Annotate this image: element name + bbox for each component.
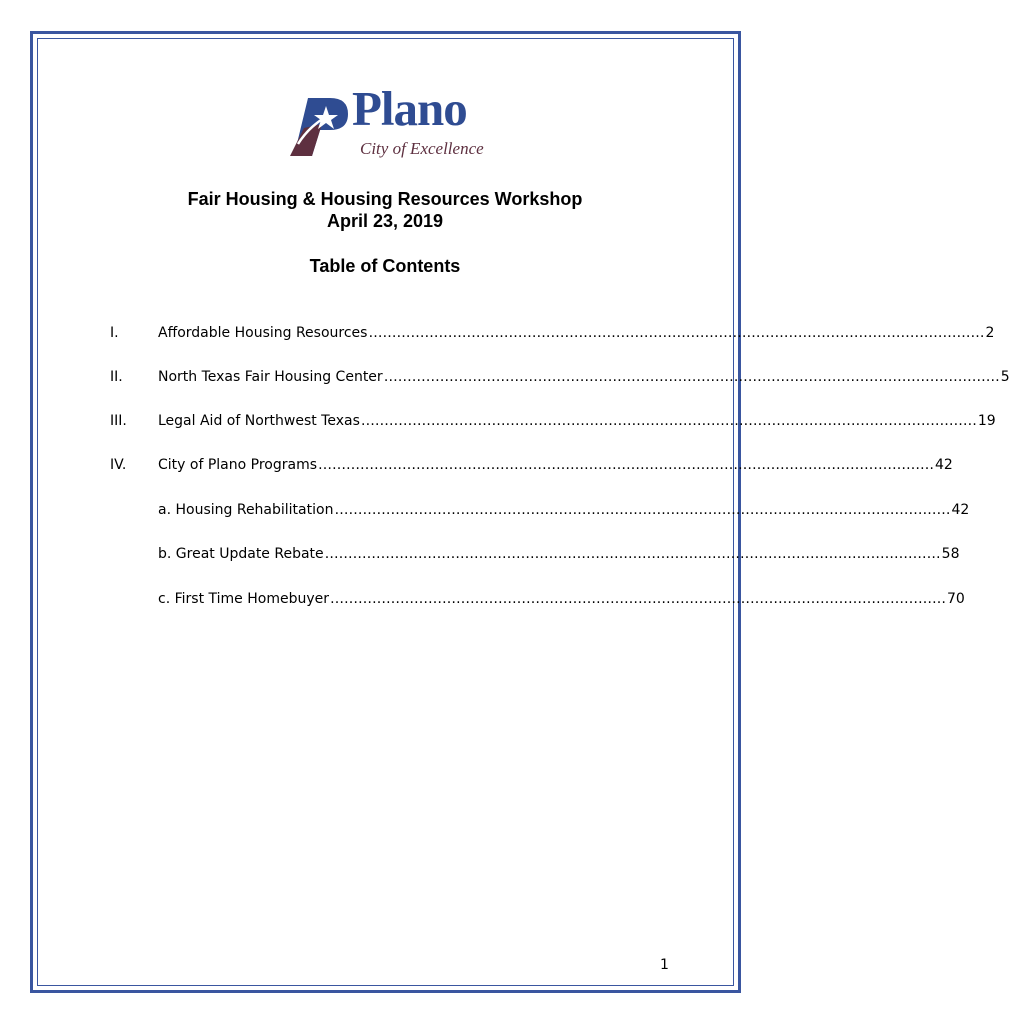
toc-item-label: Affordable Housing Resources [158, 325, 368, 341]
toc-heading: Table of Contents [309, 256, 461, 276]
toc-item-label: North Texas Fair Housing Center [158, 369, 383, 385]
toc-leader-dots: …………………………………………………………………………………………………………………… [368, 325, 985, 341]
plano-star-p-icon [290, 94, 352, 158]
toc-item-label: c. First Time Homebuyer [158, 591, 329, 607]
page-number: 1 [660, 957, 669, 973]
toc-leader-dots: …………………………………………………………………………………………………………………… [360, 413, 977, 429]
toc-item-page: 5 [1000, 369, 1010, 385]
toc-item-label: a. Housing Rehabilitation [158, 502, 334, 518]
toc-item-page: 2 [985, 325, 995, 341]
toc-subitem-c[interactable] [158, 591, 965, 611]
toc-item-number: IV. [110, 457, 127, 473]
toc-item-number: II. [110, 369, 123, 385]
toc-item-page: 58 [941, 546, 960, 562]
logo-tagline: City of Excellence [360, 139, 484, 158]
toc-item-3[interactable] [110, 413, 996, 433]
toc-item-page: 70 [946, 591, 965, 607]
toc-subitem-a[interactable] [158, 502, 970, 522]
toc-item-page: 42 [951, 502, 970, 518]
toc-leader-dots: …………………………………………………………………………………………………………………… [383, 369, 1000, 385]
toc-subitem-b[interactable] [158, 546, 960, 566]
toc-leader-dots: …………………………………………………………………………………………………………………… [334, 502, 951, 518]
toc-item-number: I. [110, 325, 119, 341]
toc-item-2[interactable] [110, 369, 1010, 389]
document-title: Fair Housing & Housing Resources Workshop [187, 189, 583, 209]
toc-item-4[interactable] [110, 457, 953, 477]
toc-item-label: b. Great Update Rebate [158, 546, 324, 562]
document-date: April 23, 2019 [326, 211, 444, 231]
logo-wordmark: Plano [352, 81, 467, 136]
toc-item-page: 42 [935, 457, 953, 473]
toc-item-page: 19 [977, 413, 996, 429]
toc-item-number: III. [110, 413, 127, 429]
toc-item-1[interactable] [110, 325, 995, 345]
toc-leader-dots: …………………………………………………………………………………………………………………… [324, 546, 941, 562]
toc-leader-dots: …………………………………………………………………………………………………………………… [329, 591, 946, 607]
toc-item-label: Legal Aid of Northwest Texas [158, 413, 360, 429]
plano-logo [290, 81, 490, 162]
toc-item-label: City of Plano Programs [158, 457, 317, 473]
toc-leader-dots: …………………………………………………………………………………………………………………… [318, 457, 934, 473]
